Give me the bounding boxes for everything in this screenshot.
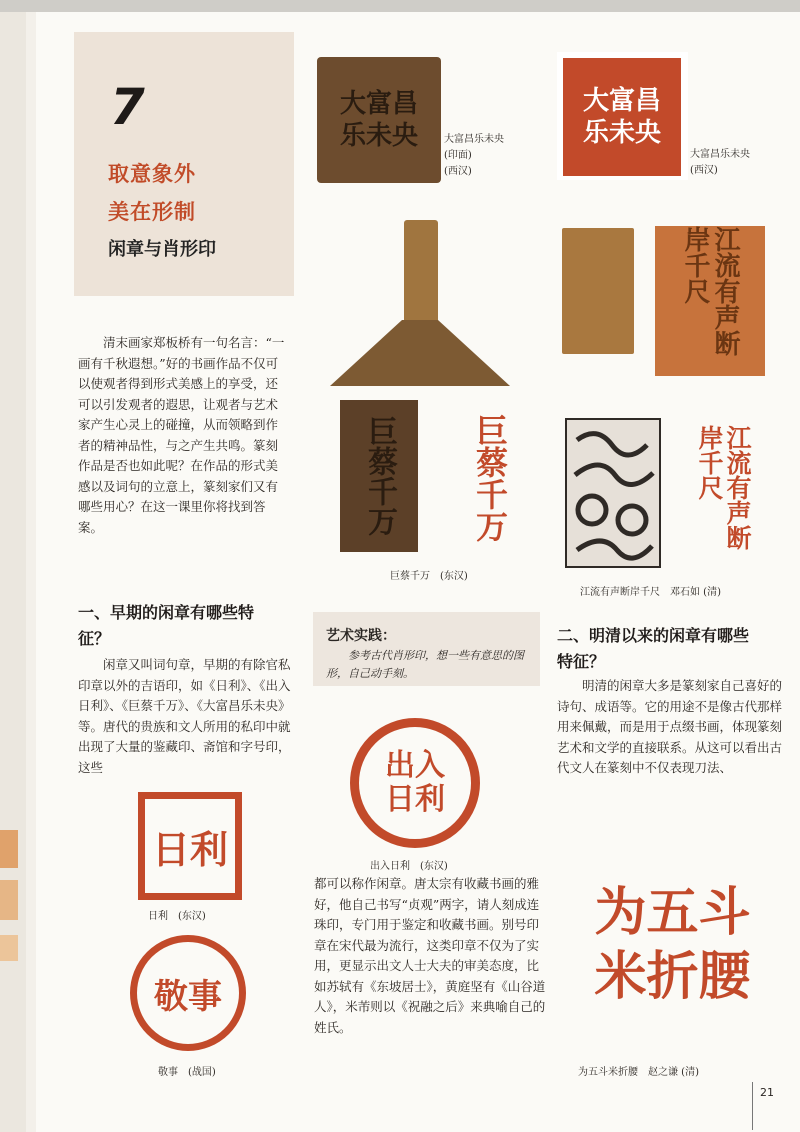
page-edge-tab — [0, 935, 18, 961]
seal-print-jucai: 巨蔡千万 — [471, 413, 509, 542]
art-practice-title: 艺术实践： — [326, 628, 396, 644]
seal-churu: 出入日利 — [350, 718, 480, 848]
section1-body: 闲章又叫词句章，早期的有除官私印章以外的吉语印，如《日利》、《出入日利》、《巨蔡千万》、《大富昌乐未央》等。唐代的贵族和文人所用的私印中就出现了大量的鉴藏印、斋馆和字号印，这些 — [78, 657, 291, 775]
seal-rili: 日利 — [138, 792, 242, 900]
carved-seal-side-pattern — [565, 418, 661, 568]
section2-heading: 二、明清以来的闲章有哪些 特征？ — [557, 626, 750, 671]
seal-face-dafu: 大富昌乐未央 — [317, 57, 441, 183]
page-edge-tab — [0, 880, 18, 920]
caption-churu: 出入日利 (东汉) — [370, 861, 448, 872]
seal-print-dafu: 大富昌乐未央 — [563, 58, 681, 176]
caption-wudou: 为五斗米折腰 赵之谦 (清) — [578, 1067, 699, 1078]
intro-paragraph: 清末画家郑板桥有一句名言：“一画有千秋遐想。”好的书画作品不仅可以使观者得到形式美感上的享受，还可以引发观者的遐思，让观者与艺术家产生心灵上的碰撞，从而领略到作者的精神品性，与之产生共鸣。篆刻作品是否也如此呢？在作品的形式美感以及词句的立意上，篆刻家们又有哪些用心？在这一课里你将找到答案。 — [78, 335, 285, 535]
seal-print-jiangliu: 江流有声断岸千尺 — [695, 425, 752, 550]
lesson-number: 7 — [110, 78, 145, 136]
caption-jucai: 巨蔡千万 (东汉) — [390, 571, 468, 582]
seal-jingshi: 敬事 — [130, 935, 246, 1051]
bronze-seal-handle — [404, 220, 438, 330]
caption-jingshi: 敬事 (战国) — [158, 1067, 216, 1078]
middle-paragraph: 都可以称作闲章。唐太宗有收藏书画的雅好，他自己书写“贞观”两字，请人刻成连珠印，专门用于鉴定和收藏书画。别号印章在宋代最为流行，这类印章不仅为了实用，更显示出文人士大夫的审美态度，比如苏轼有《东坡居士》，黄庭坚有《山谷道人》，米芾则以《祝融之后》来典喻自己的姓氏。 — [314, 876, 546, 1035]
stone-seal-side — [562, 228, 634, 354]
page-top-band — [0, 0, 800, 12]
page-number-rule — [752, 1082, 753, 1130]
caption-jiangliu: 江流有声断岸千尺 邓石如 (清) — [580, 587, 721, 598]
caption-dafu-face: 大富昌乐未央 (印面) (西汉) — [444, 134, 504, 177]
stone-seal-top: 江流有声断岸千尺 — [655, 226, 765, 376]
lesson-title-line1: 取意象外 — [108, 161, 196, 186]
caption-rili: 日利 (东汉) — [148, 911, 206, 922]
section2-body: 明清的闲章大多是篆刻家自己喜好的诗句、成语等。它的用途不是像古代那样用来佩戴，而是用于点缀书画，体现篆刻艺术和文学的直接联系。从这可以看出古代文人在篆刻中不仅表现刀法、 — [557, 678, 783, 775]
cloud-pattern-icon — [567, 420, 659, 566]
lesson-title-line2: 美在形制 — [108, 199, 196, 224]
art-practice-body: 参考古代肖形印，想一些有意思的图形，自己动手刻。 — [326, 649, 524, 680]
seal-face-jucai: 巨蔡千万 — [340, 400, 418, 552]
page-edge-tab — [0, 830, 18, 868]
section1-heading: 一、早期的闲章有哪些特 征？ — [78, 603, 255, 648]
book-spine-edge — [0, 12, 26, 1132]
bronze-seal-base — [330, 320, 510, 386]
seal-print-wudou: 为五斗米折腰 — [594, 881, 751, 1007]
caption-dafu-print: 大富昌乐未央 (西汉) — [690, 149, 750, 176]
book-gutter — [26, 12, 36, 1132]
page-number: 21 — [760, 1086, 774, 1099]
lesson-subtitle: 闲章与肖形印 — [108, 239, 216, 260]
